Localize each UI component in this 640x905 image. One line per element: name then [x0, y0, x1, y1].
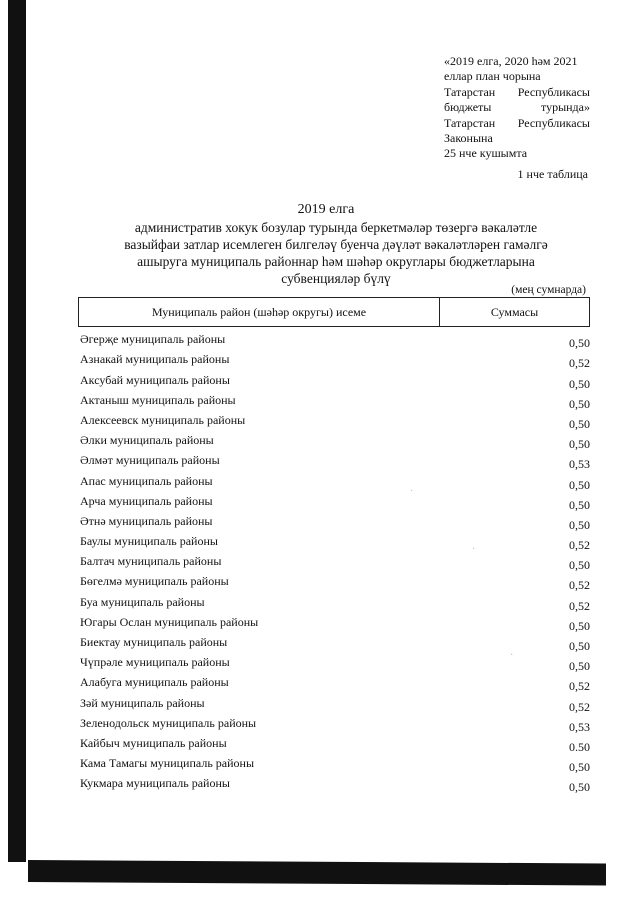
amount-value: 0,50 [569, 659, 590, 674]
amount-value: 0,50 [569, 618, 590, 633]
table-row [78, 388, 590, 411]
amount-value: 0,50 [569, 336, 590, 351]
amount-value: 0,52 [569, 598, 590, 613]
title-line: вазыйфаи затлар исемлеген билгеләү буенча дәүләт вәкаләтләрен гамәлгә [124, 237, 548, 252]
district-name: Югары Ослан муниципаль районы [80, 614, 259, 629]
amount-value: 0,52 [569, 538, 590, 553]
amount-value: 0,50 [569, 477, 590, 492]
header-district-name: Муниципаль район (шәһәр округы) исеме [79, 298, 440, 326]
table-row [78, 489, 590, 512]
table-row [78, 428, 590, 452]
amount-value: 0,50 [569, 517, 590, 532]
table-row [78, 731, 590, 754]
table-row [78, 367, 590, 391]
table-row [78, 751, 590, 775]
district-name: Кукмара муниципаль районы [80, 776, 230, 791]
subsidy-table [78, 297, 590, 795]
scan-speck: · [472, 544, 476, 555]
amount-value: 0,53 [569, 457, 590, 472]
scan-shadow-left [8, 0, 26, 862]
unit-label: (мең сумнарда) [511, 284, 586, 296]
district-name: Арча муниципаль районы [80, 493, 213, 508]
stamp-text: еллар план чорына [444, 69, 541, 84]
stamp-line [444, 69, 590, 84]
title-line: административ хокук бозулар турында беркетмәләр төзергә вәкаләтле [134, 220, 538, 235]
district-name: Кайбыч муниципаль районы [80, 735, 227, 750]
district-name: Апас муниципаль районы [80, 473, 213, 488]
district-name: Бөгелмә муниципаль районы [80, 574, 229, 589]
district-name: Аксубай муниципаль районы [80, 372, 230, 387]
stamp-line [444, 100, 590, 115]
stamp-text: 25 нче кушымта [444, 146, 528, 161]
district-name: Әлки муниципаль районы [80, 433, 214, 448]
district-name: Биектау муниципаль районы [80, 635, 228, 649]
district-name: Әгерҗе муниципаль районы [80, 332, 226, 347]
amount-value: 0,50 [569, 558, 590, 573]
amount-value: 0,50 [569, 416, 590, 431]
amount-value: 0,53 [569, 719, 590, 734]
district-name: Балтач муниципаль районы [80, 554, 222, 569]
district-name: Зәй муниципаль районы [80, 695, 205, 710]
title-line: ашыруга муниципаль районнар һәм шәһәр округлары бюджетларына [137, 254, 535, 269]
district-name: Азнакай муниципаль районы [80, 352, 230, 367]
amount-value: 0,52 [569, 578, 590, 593]
table-row [78, 468, 590, 492]
stamp-text: Татарстан [444, 84, 496, 99]
district-name: Актаныш муниципаль районы [80, 392, 236, 407]
table-row [78, 711, 590, 734]
header-amount: Суммасы [490, 304, 539, 319]
table-row [78, 771, 590, 795]
amount-value: 0,50 [569, 760, 590, 775]
stamp-text: Законына [444, 131, 493, 146]
amount-value: 0,50 [569, 639, 590, 653]
table-row [78, 448, 590, 472]
document-year: 2019 елга [297, 202, 355, 217]
district-name: Чүпрәле муниципаль районы [80, 655, 230, 670]
table-row [78, 347, 590, 371]
amount-value: 0,52 [569, 356, 590, 371]
stamp-line [444, 146, 590, 161]
title-line: субвенцияләр бүлү [281, 271, 391, 286]
table-body [78, 327, 590, 795]
district-name: Буа муниципаль районы [80, 594, 205, 609]
scan-speck: · [410, 486, 414, 497]
amount-value: 0,50 [569, 497, 590, 512]
amount-value: 0,50 [569, 396, 590, 411]
table-number-label: 1 нче таблица [517, 167, 588, 181]
table-row [78, 408, 590, 431]
district-name: Алексеевск муниципаль районы [80, 412, 246, 427]
appendix-stamp [444, 54, 590, 162]
district-name: Кама Тамагы муниципаль районы [80, 756, 255, 771]
document-title [121, 219, 551, 287]
district-name: Әлмәт муниципаль районы [80, 453, 220, 468]
table-row [78, 690, 590, 714]
district-name: Алабуга муниципаль районы [80, 675, 229, 690]
amount-value: 0,50 [569, 376, 590, 391]
stamp-line [444, 116, 590, 131]
stamp-text: бюджеты [444, 100, 492, 115]
amount-value: 0,50 [569, 437, 590, 452]
table-row [78, 589, 590, 613]
table-row [78, 610, 590, 633]
amount-value: 0.50 [569, 739, 590, 754]
table-header-row [78, 297, 590, 327]
table-row [78, 509, 590, 532]
stamp-text: турында» [540, 100, 590, 115]
stamp-text: Республикасы [517, 115, 590, 130]
stamp-text: «2019 елга, 2020 һәм 2021 [444, 54, 578, 68]
scan-speck: · [510, 650, 514, 661]
amount-value: 0,50 [569, 780, 590, 795]
stamp-text: Республикасы [517, 84, 590, 99]
stamp-line [444, 54, 590, 69]
table-row [78, 327, 590, 351]
table-row [78, 569, 590, 593]
scan-shadow-bottom [28, 860, 606, 886]
stamp-line [444, 131, 590, 146]
document-page [26, 0, 626, 860]
stamp-text: Татарстан [444, 115, 496, 130]
stamp-line [444, 85, 590, 100]
amount-value: 0,52 [569, 679, 590, 694]
table-row [78, 630, 590, 653]
table-row [78, 549, 590, 573]
table-row [78, 529, 590, 553]
district-name: Зеленодольск муниципаль районы [80, 715, 257, 730]
district-name: Әтнә муниципаль районы [80, 513, 213, 528]
district-name: Баулы муниципаль районы [80, 534, 218, 549]
amount-value: 0,52 [569, 699, 590, 714]
table-row [78, 670, 590, 694]
